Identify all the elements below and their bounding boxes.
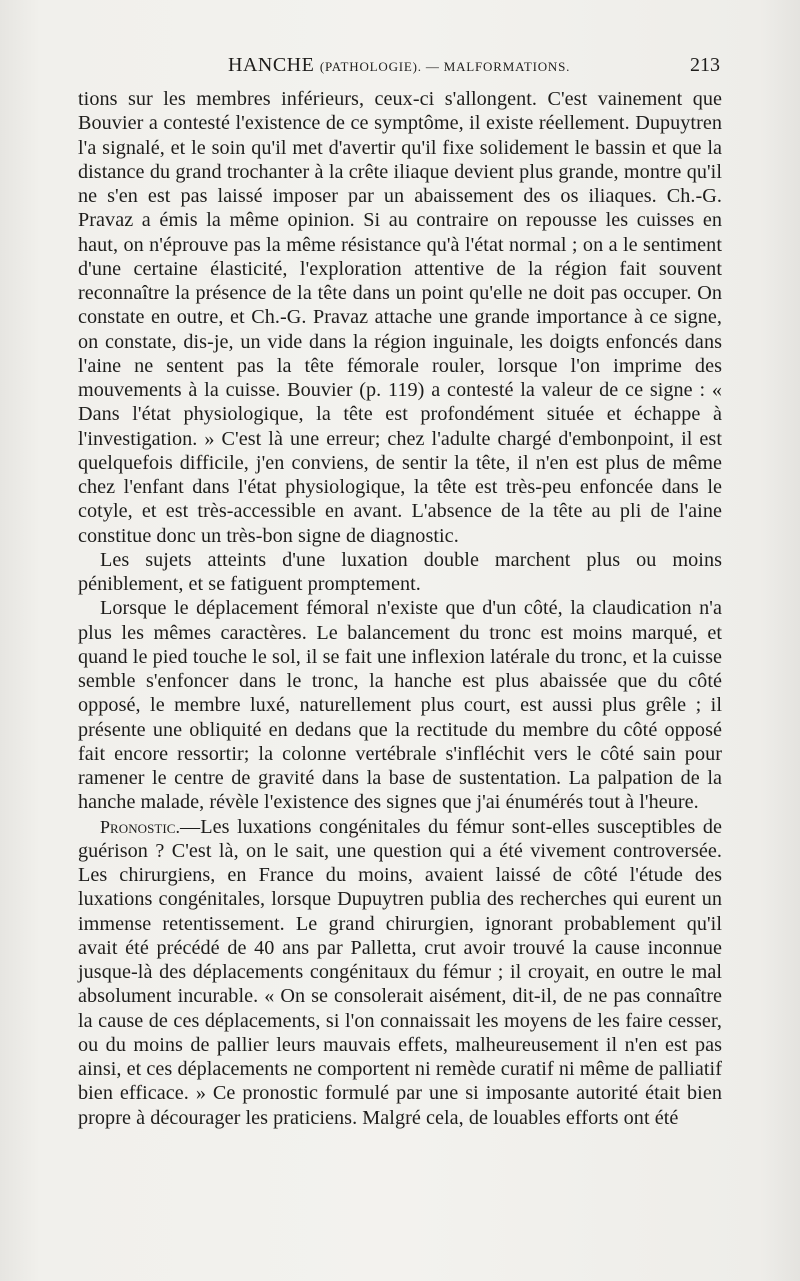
header-title-sub: (PATHOLOGIE). — MALFORMATIONS. — [319, 59, 571, 74]
paragraph-continuation: tions sur les membres inférieurs, ceux-ci s'allongent. C'est vainement que Bouvier a contesté l'existence de ce symptôme, il existe réellement. Dupuytren l'a signalé, et le soin qu'il met d'avertir qu'il fixe solidement le bassin et que la distance du grand trochanter à la crête iliaque devient plus grande, montre qu'il ne s'en est pas laissé imposer par un abaissement des os iliaques. Ch.-G. Pravaz a émis la même opinion. Si au contraire on repousse les cuisses en haut, on n'éprouve pas la même résistance qu'à l'état normal ; on a le sentiment d'une certaine élasticité, l'exploration attentive de la région fait souvent reconnaître la présence de la tête dans un point qu'elle ne doit pas occuper. On constate en outre, et Ch.-G. Pravaz attache une grande importance à ce signe, on constate, dis-je, un vide dans la région inguinale, les doigts enfoncés dans l'aine ne sentent pas la tête fémorale rouler, lorsque l'on imprime des mouvements à la cuisse. Bouvier (p. 119) a contesté la valeur de ce signe : « Dans l'état physiologique, la tête est profondément située et échappe à l'investigation. » C'est là une erreur; chez l'adulte chargé d'embonpoint, il est quelquefois difficile, j'en conviens, de sentir la tête, il n'en est plus de même chez l'enfant dans l'état physiologique, la tête est très-peu enfoncée dans le cotyle, et est très-accessible en avant. L'absence de la tête au pli de l'aine constitue donc un très-bon signe de diagnostic. — [78, 88, 722, 547]
header-title — [228, 52, 570, 80]
header-title-main: HANCHE — [228, 54, 315, 76]
prognosis-text: —Les luxations congénitales du fémur sont-elles susceptibles de guérison ? C'est là, on le sait, une question qui a été vivement controversée. Les chirurgiens, en France du moins, avaient laissé de côté l'étude des luxations congénitales, lorsque Dupuytren publia des recherches qui eurent un immense retentissement. Le grand chirurgien, ignorant probablement qu'il avait été précédé de 40 ans par Palletta, crut avoir trouvé la cause inconnue jusque-là des déplacements congénitaux du fémur ; il croyait, en outre le mal absolument incurable. « On se consolerait aisément, dit-il, de ne pas connaître la cause de ces déplacements, si l'on connaissait les moyens de les faire cesser, ou du moins de pallier leurs mauvais effets, malheureusement il n'en est pas ainsi, et ces déplacements ne comportent ni remède curatif ni même de palliatif bien efficace. » Ce pronostic formulé par une si imposante autorité était bien propre à décourager les praticiens. Malgré cela, de louables efforts ont été — [78, 815, 722, 1129]
page-number: 213 — [690, 54, 720, 76]
prognosis-heading: Pronostic. — [100, 816, 181, 837]
running-header — [78, 52, 720, 78]
paragraph-double-luxation: Les sujets atteints d'une luxation double marchent plus ou moins péniblement, et se fatiguent promptement. — [78, 548, 722, 595]
body-text — [78, 87, 722, 1130]
paragraph-prognosis — [78, 815, 722, 1130]
paragraph-unilateral: Lorsque le déplacement fémoral n'existe que d'un côté, la claudication n'a plus les mêmes caractères. Le balancement du tronc est moins marqué, et quand le pied touche le sol, il se fait une inflexion latérale du tronc, et la cuisse semble s'enfoncer dans le tronc, la hanche est plus abaissée que du côté opposé, le membre luxé, naturellement plus court, est aussi plus grêle ; il présente une obliquité en dedans que la rectitude du membre du côté opposé fait encore ressortir; la colonne vertébrale s'infléchit vers le côté sain pour ramener le centre de gravité dans la base de sustentation. La palpation de la hanche malade, révèle l'existence des signes que j'ai énumérés tout à l'heure. — [78, 597, 722, 814]
